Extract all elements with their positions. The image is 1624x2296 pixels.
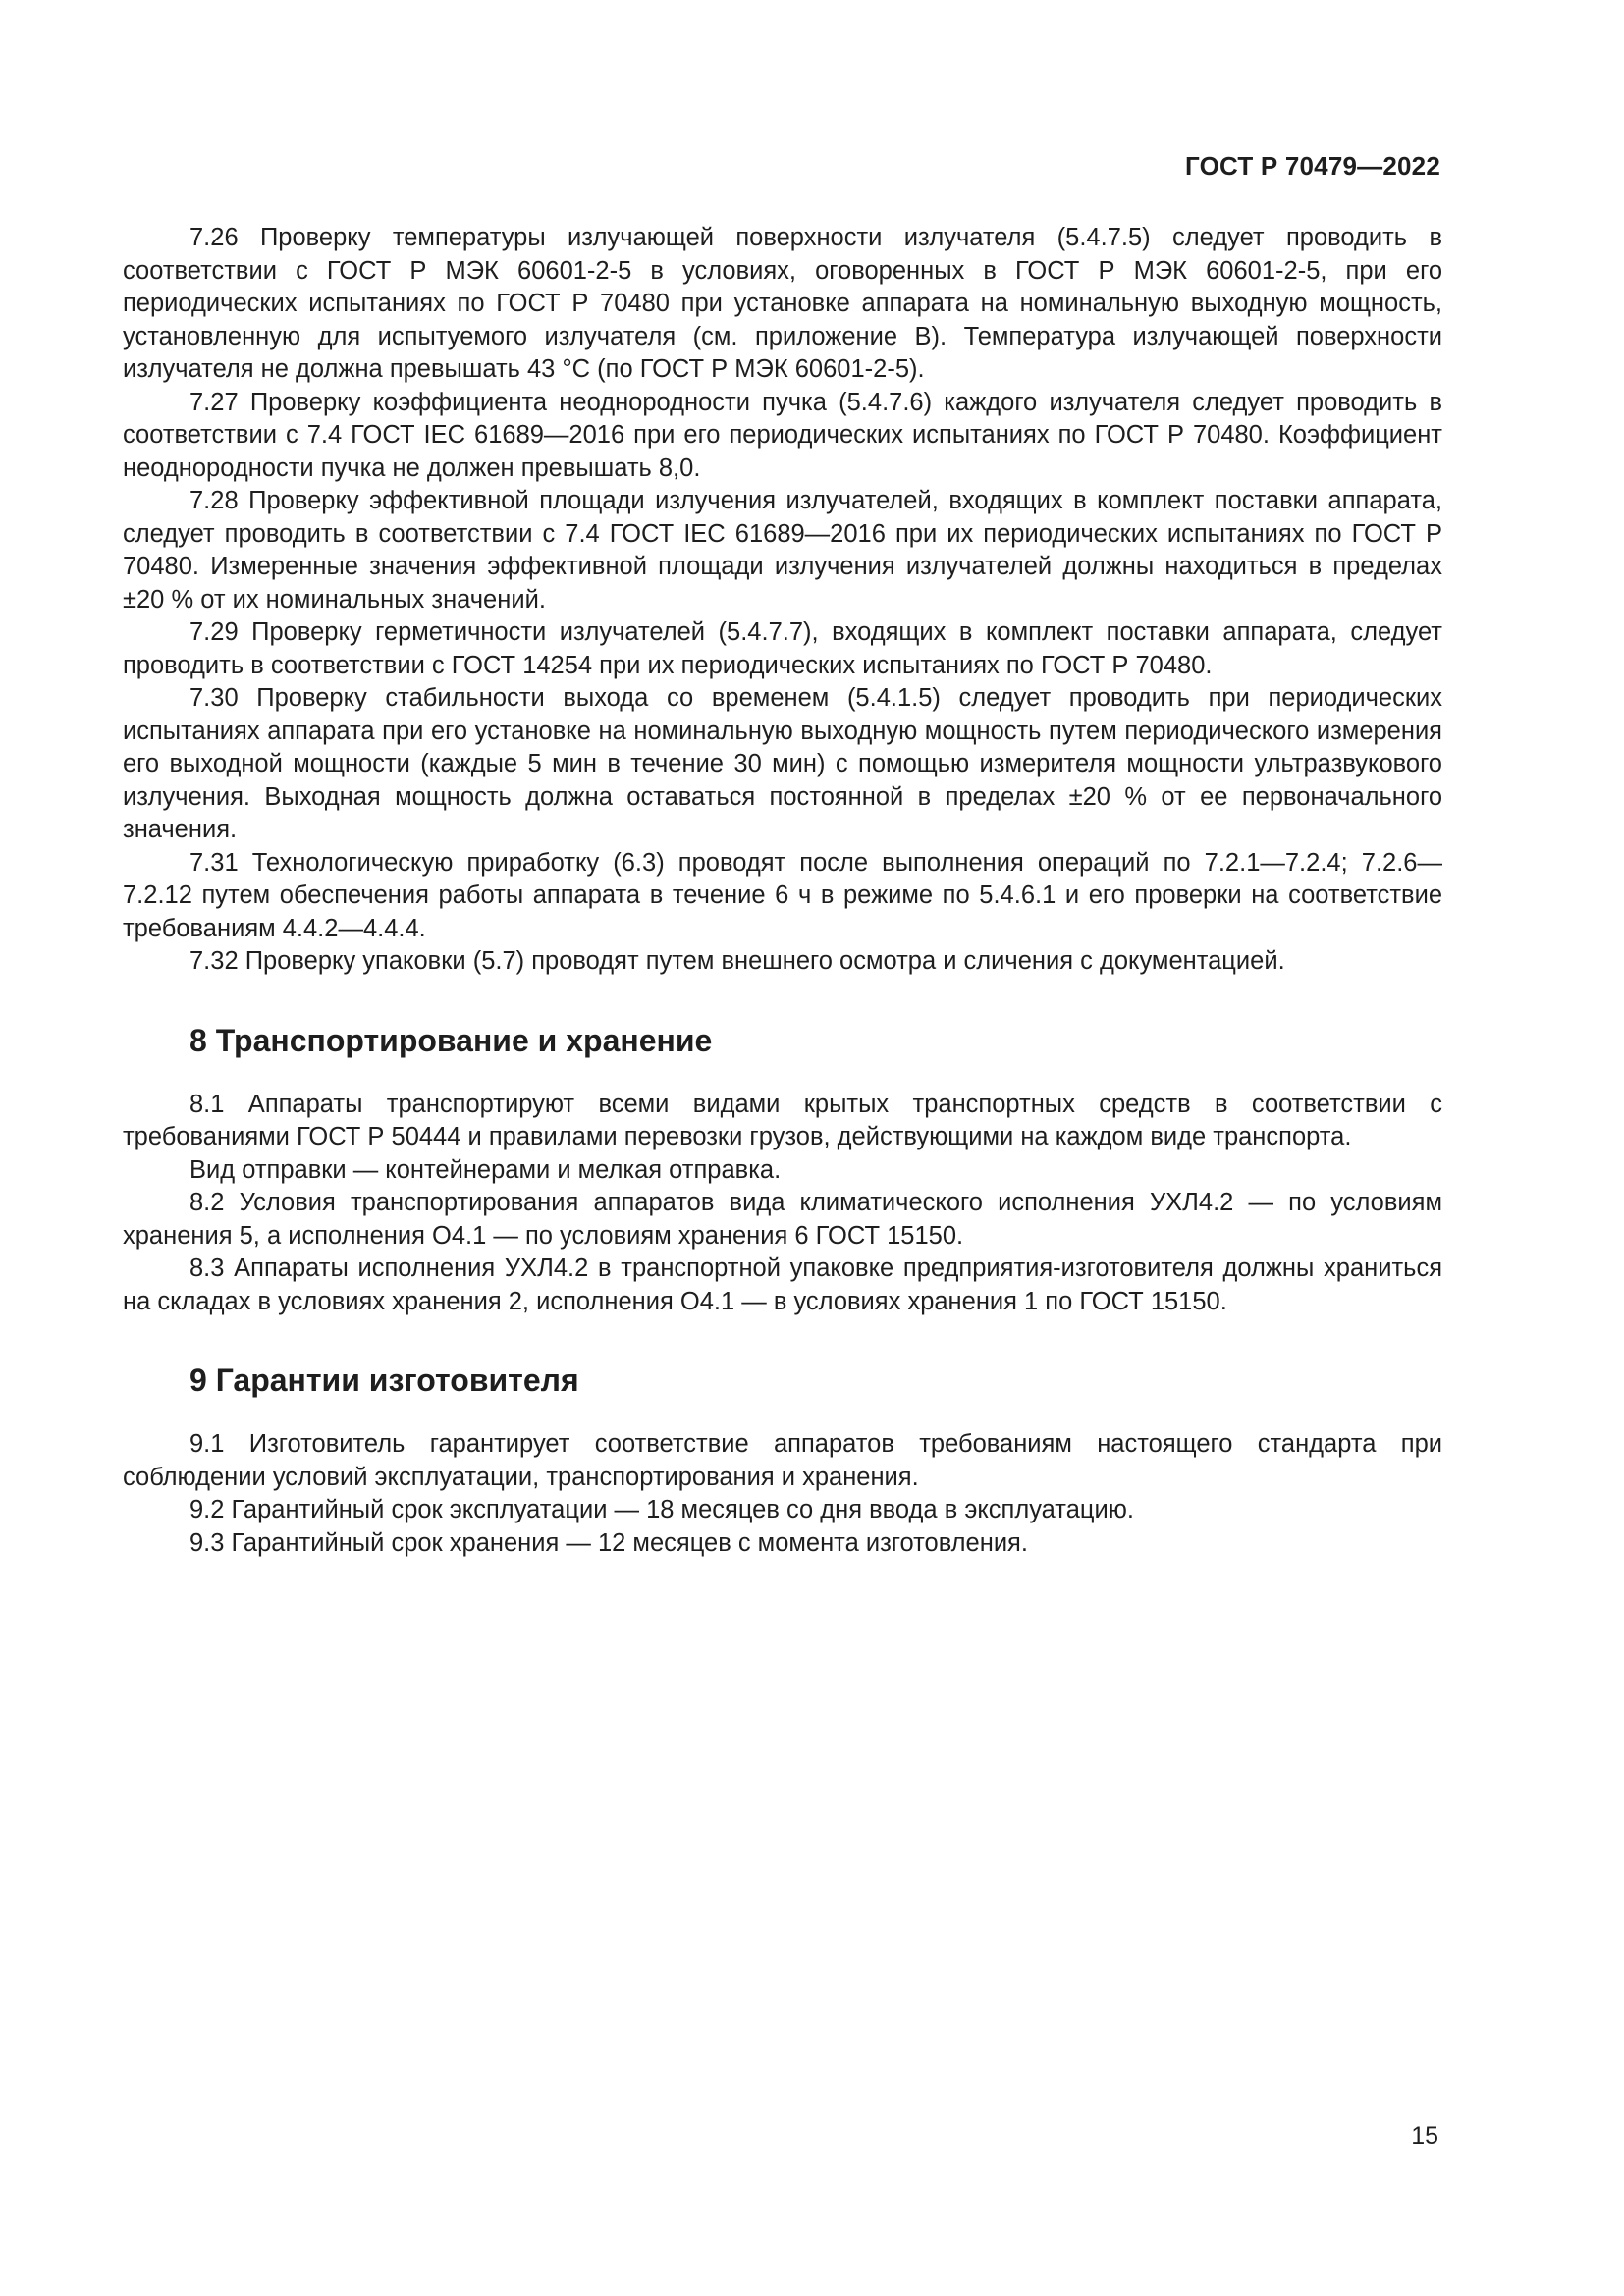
standard-designation: ГОСТ Р 70479—2022 xyxy=(1185,151,1440,181)
paragraph-7-28: 7.28 Проверку эффективной площади излучения излучателей, входящих в комплект поставки аппарата, следует проводить в соответствии с 7.4 ГОСТ IEC 61689—2016 при их периодических испытаниях по ГОСТ Р 70480. Измеренные значения эффективной площади излучения излучателей должны находиться в пределах ±20 % от их номинальных значений. xyxy=(123,487,1442,614)
paragraph-7-30: 7.30 Проверку стабильности выхода со временем (5.4.1.5) следует проводить при периодических испытаниях аппарата при его установке на номинальную выходную мощность путем периодического измерения его выходной мощности (каждые 5 мин в течение 30 мин) с помощью измерителя мощности ультразвукового излучения. Выходная мощность должна оставаться постоянной в пределах ±20 % от ее первоначального значения. xyxy=(123,684,1442,843)
section-9-heading: 9 Гарантии изготовителя xyxy=(189,1362,579,1398)
paragraph-9-2: 9.2 Гарантийный срок эксплуатации — 18 месяцев со дня ввода в эксплуатацию. xyxy=(189,1496,1134,1523)
page-number: 15 xyxy=(1411,2122,1438,2150)
paragraph-7-31: 7.31 Технологическую приработку (6.3) проводят после выполнения операций по 7.2.1—7.2.4; 7.2.6—7.2.12 путем обеспечения работы аппарата в течение 6 ч в режиме по 5.4.6.1 и его проверки на соответствие требованиям 4.4.2—4.4.4. xyxy=(123,848,1442,942)
paragraph-7-26: 7.26 Проверку температуры излучающей поверхности излучателя (5.4.7.5) следует проводить в соответствии с ГОСТ Р МЭК 60601-2-5 в условиях, оговоренных в ГОСТ Р МЭК 60601-2-5, при его периодических испытаниях по ГОСТ Р 70480 при установке аппарата на номинальную выходную мощность, установленную для испытуемого излучателя (см. приложение В). Температура излучающей поверхности излучателя не должна превышать 43 °С (по ГОСТ Р МЭК 60601-2-5). xyxy=(123,224,1442,383)
paragraph-shipment-type: Вид отправки — контейнерами и мелкая отправка. xyxy=(189,1155,782,1184)
paragraph-8-2: 8.2 Условия транспортирования аппаратов вида климатического исполнения УХЛ4.2 — по условиям хранения 5, а исполнения О4.1 — по условиям хранения 6 ГОСТ 15150. xyxy=(123,1189,1442,1250)
paragraph-8-1: 8.1 Аппараты транспортируют всеми видами крытых транспортных средств в соответствии с требованиями ГОСТ Р 50444 и правилами перевозки грузов, действующими на каждом виде транспорта. xyxy=(123,1090,1442,1150)
paragraph-7-32: 7.32 Проверку упаковки (5.7) проводят путем внешнего осмотра и сличения с документацией. xyxy=(189,947,1285,975)
document-body xyxy=(123,222,1442,1560)
paragraph-8-3: 8.3 Аппараты исполнения УХЛ4.2 в транспортной упаковке предприятия-изготовителя должны храниться на складах в условиях хранения 2, исполнения О4.1 — в условиях хранения 1 по ГОСТ 15150. xyxy=(123,1255,1442,1315)
paragraph-7-27: 7.27 Проверку коэффициента неоднородности пучка (5.4.7.6) каждого излучателя следует проводить в соответствии с 7.4 ГОСТ IEC 61689—2016 при его периодических испытаниях по ГОСТ Р 70480. Коэффициент неоднородности пучка не должен превышать 8,0. xyxy=(123,388,1442,482)
paragraph-7-29: 7.29 Проверку герметичности излучателей (5.4.7.7), входящих в комплект поставки аппарата, следует проводить в соответствии с ГОСТ 14254 при их периодических испытаниях по ГОСТ Р 70480. xyxy=(123,618,1442,679)
paragraph-9-3: 9.3 Гарантийный срок хранения — 12 месяцев с момента изготовления. xyxy=(189,1528,1028,1557)
section-8-heading: 8 Транспортирование и хранение xyxy=(189,1022,713,1058)
paragraph-9-1: 9.1 Изготовитель гарантирует соответствие аппаратов требованиям настоящего стандарта при соблюдении условий эксплуатации, транспортирования и хранения. xyxy=(123,1430,1442,1491)
